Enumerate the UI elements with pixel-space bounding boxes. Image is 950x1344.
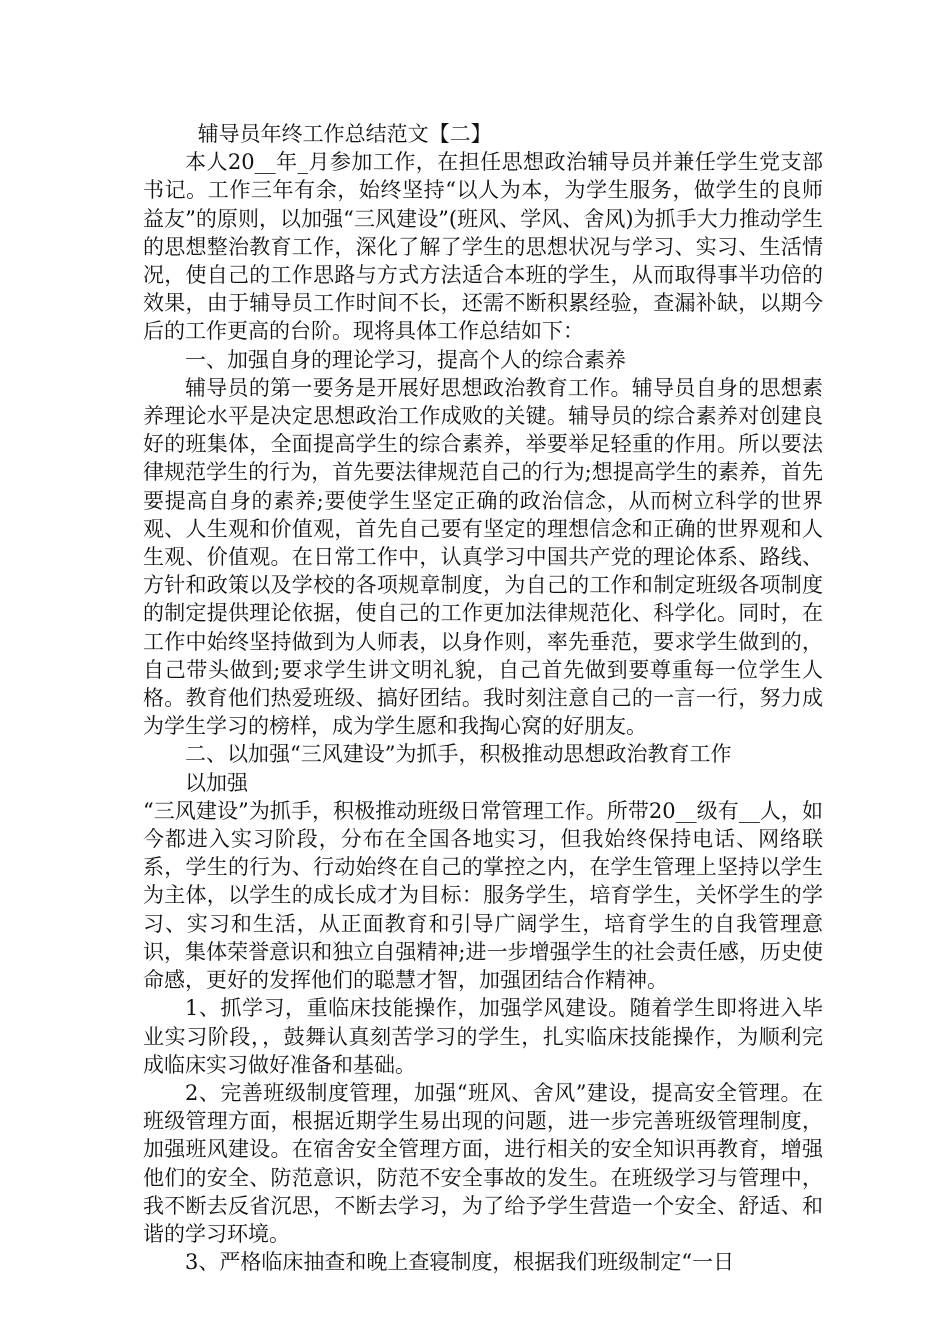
body-paragraph: “三风建设”为抓手，积极推动班级日常管理工作。所带20__级有__人，如今都进入实习阶段，分布在全国各地实习，但我始终保持电话、网络联系，学生的行为、行动始终在自己的掌控之内，在学生管理上坚持以学生为主体，以学生的成长成才为目标：服务学生，培育学生，关怀学生的学习、实习和生活，从正面教育和引导广阔学生，培育学生的自我管理意识，集体荣誉意识和独立自强精神;进一步增强学生的社会责任感，历史使命感，更好的发挥他们的聪慧才智，加强团结合作精神。: [143, 798, 823, 993]
section-heading-2: 二、以加强“三风建设”为抓手，积极推动思想政治教育工作: [185, 742, 732, 767]
body-paragraph-fragment: 以加强: [185, 770, 248, 795]
document-title: 辅导员年终工作总结范文【二】: [197, 122, 492, 146]
list-item-3: 3、严格临床抽查和晚上查寝制度，根据我们班级制定“一日: [185, 1250, 735, 1275]
list-item-2: 2、完善班级制度管理，加强“班风、舍风”建设，提高安全管理。在班级管理方面，根据近期学生易出现的问题，进一步完善班级管理制度，加强班风建设。在宿舍安全管理方面，进行相关的安全知识再教育，增强他们的安全、防范意识，防范不安全事故的发生。在班级学习与管理中，我不断去反省沉思，不断去学习，为了给予学生营造一个安全、舒适、和谐的学习环境。: [143, 1080, 823, 1246]
section-heading-1: 一、加强自身的理论学习，提高个人的综合素养: [185, 347, 626, 372]
intro-paragraph: 本人20__年_月参加工作，在担任思想政治辅导员并兼任学生党支部书记。工作三年有余，始终坚持“以人为本，为学生服务，做学生的良师益友”的原则，以加强“三风建设”(班风、学风、舍风)为抓手大力推动学生的思想整治教育工作，深化了解了学生的思想状况与学习、实习、生活情况，使自己的工作思路与方式方法适合本班的学生，从而取得事半功倍的效果，由于辅导员工作时间不长，还需不断积累经验，查漏补缺，以期今后的工作更高的台阶。现将具体工作总结如下：: [143, 150, 823, 344]
list-item-1: 1、抓学习，重临床技能操作，加强学风建设。随着学生即将进入毕业实习阶段，，鼓舞认真刻苦学习的学生，扎实临床技能操作，为顺利完成临床实习做好准备和基础。: [143, 996, 823, 1077]
document-body: [143, 120, 823, 1276]
body-paragraph: 辅导员的第一要务是开展好思想政治教育工作。辅导员自身的思想素养理论水平是决定思想政治工作成败的关键。辅导员的综合素养对创建良好的班集体，全面提高学生的综合素养，举要举足轻重的作用。所以要法律规范学生的行为，首先要法律规范自己的行为;想提高学生的素养，首先要提高自身的素养;要使学生坚定正确的政治信念，从而树立科学的世界观、人生观和价值观，首先自己要有坚定的理想信念和正确的世界观和人生观、价值观。在日常工作中，认真学习中国共产党的理论体系、路线、方针和政策以及学校的各项规章制度，为自己的工作和制定班级各项制度的制定提供理论依据，使自己的工作更加法律规范化、科学化。同时，在工作中始终坚持做到为人师表，以身作则，率先垂范，要求学生做到的，自己带头做到;要求学生讲文明礼貌，自己首先做到要尊重每一位学生人格。教育他们热爱班级、搞好团结。我时刻注意自己的一言一行，努力成为学生学习的榜样，成为学生愿和我掏心窝的好朋友。: [143, 375, 823, 739]
